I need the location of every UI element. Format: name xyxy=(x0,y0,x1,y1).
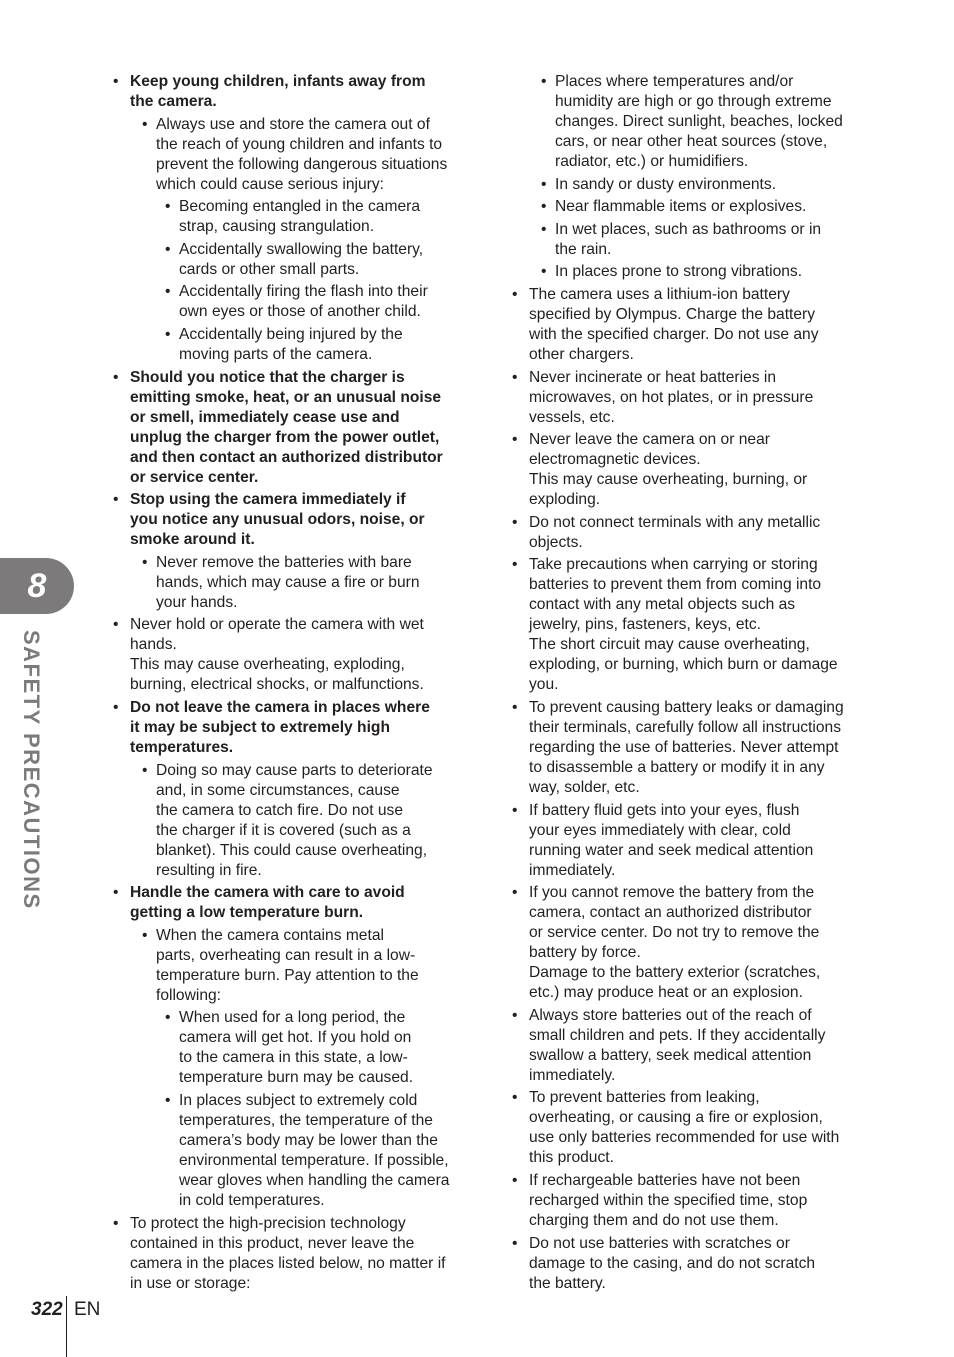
bullet-text: Do not connect terminals with any metallic objects. xyxy=(529,513,821,551)
bullet-item xyxy=(510,1088,866,1168)
bullet-text: In places subject to extremely cold temperatures, the temperature of the camera’s body may be lower than the environmental temperature. If possible, wear gloves when handling the camera in cold temperatures. xyxy=(179,1091,450,1209)
bullet-item xyxy=(510,72,866,172)
bullet-text: When used for a long period, the camera will get hot. If you hold on to the camera in this state, a low- temperature burn may be caused. xyxy=(179,1009,414,1087)
bullet-text: Never hold or operate the camera with wet hands. This may cause overheating, exploding, burning, electrical shocks, or malfunctions. xyxy=(130,616,424,694)
bullet-item xyxy=(111,553,471,613)
page-language: EN xyxy=(74,1299,101,1320)
bullet-item xyxy=(111,883,471,923)
bullet-text: Doing so may cause parts to deteriorate and, in some circumstances, cause the camera to catch fire. Do not use the charger if it is covered (such as a blanket). This could cause overheating, resulting in fire. xyxy=(156,761,433,879)
bullet-item xyxy=(111,1091,471,1211)
bullet-text: To prevent causing battery leaks or damaging their terminals, carefully follow all instructions regarding the use of batteries. Never attempt to disassemble a battery or modify it in any way, solder, etc. xyxy=(529,698,844,796)
bullet-text: In wet places, such as bathrooms or in the rain. xyxy=(555,220,822,258)
chapter-number: 8 xyxy=(27,567,47,605)
bullet-text: In sandy or dusty environments. xyxy=(555,175,777,193)
bullet-item xyxy=(510,801,866,881)
bullet-text: Never remove the batteries with bare hands, which may cause a fire or burn your hands. xyxy=(156,553,420,611)
bullet-text: Accidentally swallowing the battery, cards or other small parts. xyxy=(179,240,424,278)
bullet-item xyxy=(111,115,471,195)
bullet-text: Should you notice that the charger is emitting smoke, heat, or an unusual noise or smell, immediately cease use and unplug the charger from the power outlet, and then contact an authorized distributor or service center. xyxy=(130,368,443,486)
bullet-text: Becoming entangled in the camera strap, causing strangulation. xyxy=(179,198,420,236)
bullet-text: Do not use batteries with scratches or damage to the casing, and do not scratch the battery. xyxy=(529,1234,816,1292)
bullet-item xyxy=(111,926,471,1006)
bullet-item xyxy=(510,175,866,195)
bullet-item xyxy=(510,430,866,510)
bullet-text: To protect the high-precision technology contained in this product, never leave the camera in the places listed below, no matter if in use or storage: xyxy=(130,1214,446,1292)
bullet-text: If rechargeable batteries have not been recharged within the specified time, stop charging them and do not use them. xyxy=(529,1171,808,1229)
bullet-item xyxy=(510,555,866,695)
bullet-text: Always store batteries out of the reach of small children and pets. If they accidentally swallow a battery, seek medical attention immediately. xyxy=(529,1006,826,1084)
bullet-text: When the camera contains metal parts, overheating can result in a low- temperature burn. Pay attention to the following: xyxy=(156,926,419,1004)
bullet-text: Near flammable items or explosives. xyxy=(555,198,807,216)
bullet-text: If battery fluid gets into your eyes, flush your eyes immediately with clear, cold running water and seek medical attention immediately. xyxy=(529,801,814,879)
bullet-item xyxy=(111,240,471,280)
right-column xyxy=(510,72,866,1296)
footer-divider xyxy=(66,1296,67,1357)
bullet-text: Never leave the camera on or near electromagnetic devices. This may cause overheating, burning, or exploding. xyxy=(529,431,808,509)
page-number: 322 xyxy=(31,1299,63,1320)
bullet-text: Always use and store the camera out of the reach of young children and infants to prevent the following dangerous situations which could cause serious injury: xyxy=(156,115,448,193)
bullet-item xyxy=(510,698,866,798)
bullet-text: The camera uses a lithium-ion battery specified by Olympus. Charge the battery with the specified charger. Do not use any other chargers. xyxy=(529,285,819,363)
bullet-item xyxy=(111,325,471,365)
bullet-item xyxy=(111,1214,471,1294)
bullet-item xyxy=(510,197,866,217)
chapter-title: SAFETY PRECAUTIONS xyxy=(19,630,44,910)
bullet-text: Do not leave the camera in places where it may be subject to extremely high temperatures. xyxy=(130,698,430,756)
bullet-text: Stop using the camera immediately if you notice any unusual odors, noise, or smoke around it. xyxy=(130,491,425,549)
bullet-item xyxy=(510,1234,866,1294)
bullet-item xyxy=(111,761,471,881)
bullet-item xyxy=(111,615,471,695)
bullet-text: Take precautions when carrying or storing batteries to prevent them from coming into contact with any metal objects such as jewelry, pins, fasteners, keys, etc. The short circuit may cause overheating, exploding, or burning, which burn or damage you. xyxy=(529,556,838,694)
bullet-item xyxy=(510,285,866,365)
bullet-item xyxy=(510,1006,866,1086)
bullet-text: To prevent batteries from leaking, overheating, or causing a fire or explosion, use only batteries recommended for use with this product. xyxy=(529,1089,840,1167)
bullet-item xyxy=(510,883,866,1003)
bullet-item xyxy=(510,220,866,260)
bullet-item xyxy=(111,490,471,550)
bullet-text: Accidentally being injured by the moving parts of the camera. xyxy=(179,325,403,363)
bullet-text: Places where temperatures and/or humidity are high or go through extreme changes. Direct sunlight, beaches, locked cars, or near other heat sources (stove, radiator, etc.) or humidifiers. xyxy=(555,73,843,170)
bullet-text: Never incinerate or heat batteries in microwaves, on hot plates, or in pressure vessels, etc. xyxy=(529,368,814,426)
bullet-text: If you cannot remove the battery from the camera, contact an authorized distributor or service center. Do not try to remove the battery by force. Damage to the battery exterior (scratches, etc.) may produce heat or an explosion. xyxy=(529,884,821,1002)
bullet-item xyxy=(510,262,866,282)
bullet-item xyxy=(510,1171,866,1231)
bullet-text: Handle the camera with care to avoid getting a low temperature burn. xyxy=(130,884,405,922)
bullet-text: In places prone to strong vibrations. xyxy=(555,263,803,281)
bullet-item xyxy=(111,368,471,488)
bullet-item xyxy=(510,368,866,428)
bullet-text: Keep young children, infants away from the camera. xyxy=(130,73,426,110)
bullet-item xyxy=(111,72,471,112)
bullet-item xyxy=(111,282,471,322)
left-column xyxy=(111,72,471,1296)
bullet-item xyxy=(111,1008,471,1088)
bullet-text: Accidentally firing the flash into their own eyes or those of another child. xyxy=(179,283,428,321)
bullet-item xyxy=(510,513,866,553)
bullet-item xyxy=(111,197,471,237)
bullet-item xyxy=(111,698,471,758)
